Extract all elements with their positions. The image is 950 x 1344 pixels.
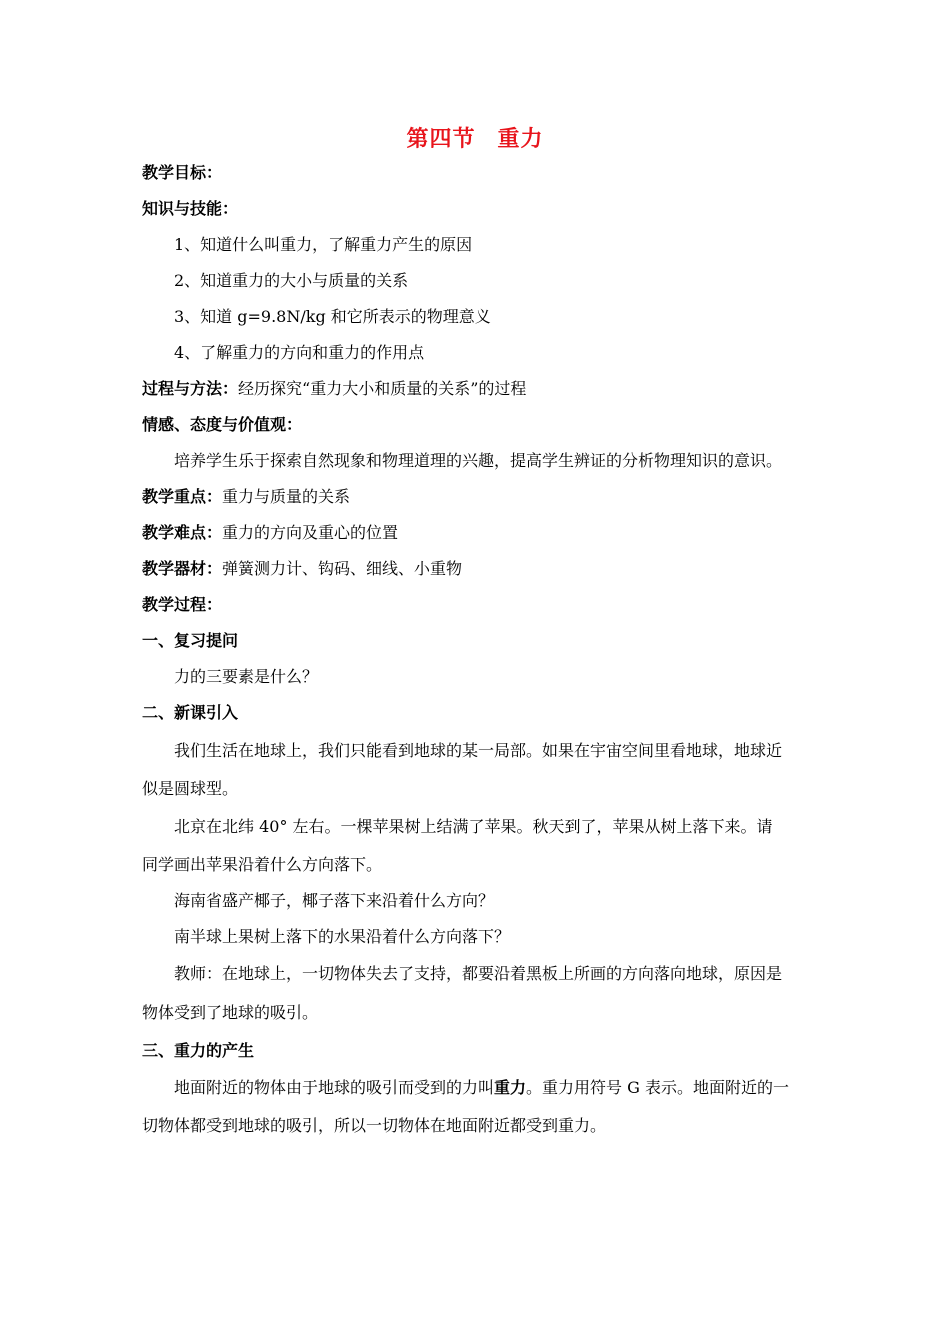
difficulty-label: 教学难点：: [142, 523, 223, 542]
difficulty-line: [142, 523, 822, 543]
section2-p1-line1: 我们生活在地球上，我们只能看到地球的某一局部。如果在宇宙空间里看地球，地球近: [174, 741, 783, 760]
emotion-heading: 情感、态度与价值观：: [142, 415, 303, 434]
equipment-label: 教学器材：: [142, 559, 223, 578]
title-section-number: 第四节: [406, 127, 476, 152]
process-method-line: [142, 379, 822, 399]
section3-line1-pre: 地面附近的物体由于地球的吸引而受到的力叫: [174, 1078, 495, 1097]
objectives-heading: 教学目标：: [142, 163, 223, 182]
section2-p5-line2: 物体受到了地球的吸引。: [142, 1003, 319, 1022]
objective-item-1: 1、知道什么叫重力，了解重力产生的原因: [174, 235, 473, 254]
key-point-line: [142, 487, 822, 507]
page-title: [0, 122, 950, 153]
section1-question: 力的三要素是什么？: [174, 667, 319, 686]
section1-heading: 一、复习提问: [142, 631, 239, 650]
section3-line2: 切物体都受到地球的吸引，所以一切物体在地面附近都受到重力。: [142, 1116, 607, 1135]
section2-p3: 海南省盛产椰子，椰子落下来沿着什么方向？: [174, 891, 495, 910]
gravity-term: 重力: [494, 1078, 527, 1097]
knowledge-heading: 知识与技能：: [142, 199, 239, 218]
key-point-label: 教学重点：: [142, 487, 223, 506]
section2-p4: 南半球上果树上落下的水果沿着什么方向落下？: [174, 927, 511, 946]
section2-p1-line2: 似是圆球型。: [142, 779, 239, 798]
section3-line1: [174, 1078, 854, 1098]
section2-p2-line2: 同学画出苹果沿着什么方向落下。: [142, 855, 383, 874]
section2-p2-line1: 北京在北纬 40° 左右。一棵苹果树上结满了苹果。秋天到了，苹果从树上落下来。请: [174, 817, 773, 836]
key-point-text: 重力与质量的关系: [222, 487, 351, 506]
emotion-text: 培养学生乐于探索自然现象和物理道理的兴趣，提高学生辨证的分析物理知识的意识。: [174, 451, 783, 470]
equipment-text: 弹簧测力计、钩码、细线、小重物: [222, 559, 463, 578]
section2-p5-line1: 教师：在地球上，一切物体失去了支持，都要沿着黑板上所画的方向落向地球，原因是: [174, 964, 783, 983]
section2-heading: 二、新课引入: [142, 703, 239, 722]
difficulty-text: 重力的方向及重心的位置: [222, 523, 399, 542]
section3-heading: 三、重力的产生: [142, 1041, 255, 1060]
process-method-text: 经历探究“重力大小和质量的关系”的过程: [238, 379, 527, 398]
section3-line1-post: 。重力用符号 G 表示。地面附近的一: [526, 1078, 789, 1097]
process-heading: 教学过程：: [142, 595, 223, 614]
title-topic: 重力: [497, 127, 544, 152]
objective-item-3: 3、知道 g=9.8N/kg 和它所表示的物理意义: [174, 307, 491, 326]
process-method-label: 过程与方法：: [142, 379, 239, 398]
equipment-line: [142, 559, 822, 579]
objective-item-2: 2、知道重力的大小与质量的关系: [174, 271, 409, 290]
objective-item-4: 4、了解重力的方向和重力的作用点: [174, 343, 425, 362]
